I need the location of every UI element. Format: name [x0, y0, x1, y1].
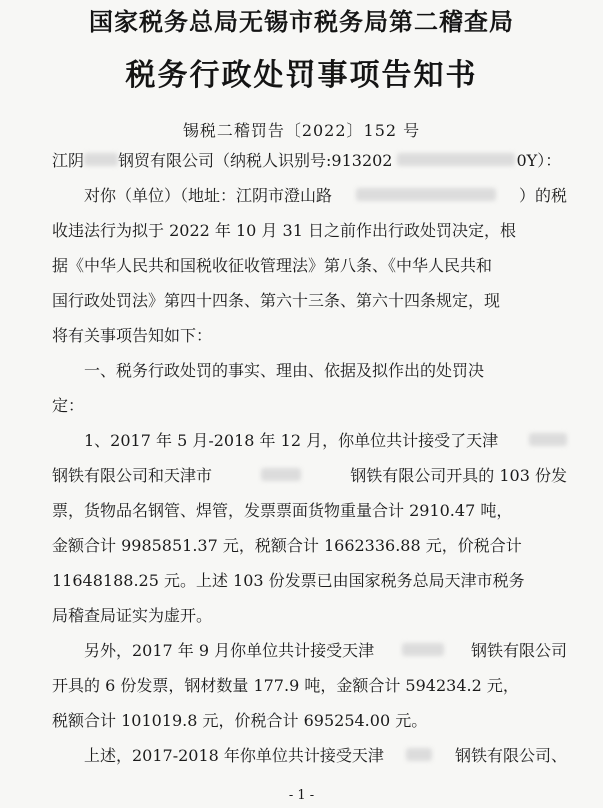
addressee-line [52, 151, 567, 171]
body-line: 开具的 6 份发票，钢材数量 177.9 吨，金额合计 594234.2 元， [52, 676, 519, 695]
section-heading: 一、税务行政处罚的事实、理由、依据及拟作出的处罚决 [84, 361, 485, 380]
redaction-mark [356, 188, 496, 201]
section-heading: 定： [52, 396, 85, 415]
redaction-mark [84, 153, 118, 166]
body-line: 金额合计 9985851.37 元，税额合计 1662336.88 元，价税合计 [52, 536, 522, 555]
body-text: 另外，2017 年 9 月你单位共计接受天津 [84, 641, 375, 660]
addressee-name-suffix: 钢贸有限公司（纳税人识别号:913202 [118, 151, 393, 170]
body-text: 对你（单位）（地址：江阴市澄山路 [84, 186, 333, 205]
body-line [84, 431, 567, 451]
body-line [84, 641, 567, 661]
body-line: 票，货物品名钢管、焊管，发票票面货物重量合计 2910.47 吨， [52, 501, 513, 520]
issuer-heading: 国家税务总局无锡市税务局第二稽查局 [89, 8, 514, 36]
body-line [84, 746, 567, 766]
body-text: 钢铁有限公司、 [454, 746, 567, 765]
addressee-taxid-tail: 0Y）： [516, 151, 562, 170]
page-number: - 1 - [288, 788, 315, 803]
body-text: ）的税 [518, 186, 567, 205]
addressee-name-prefix: 江阴 [52, 151, 85, 170]
body-line [52, 466, 567, 486]
document-title: 税务行政处罚事项告知书 [125, 58, 478, 93]
body-line: 据《中华人民共和国税收征收管理法》第八条、《中华人民共和 [52, 256, 493, 275]
body-text: 上述，2017-2018 年你单位共计接受天津 [84, 746, 384, 765]
body-line [84, 186, 567, 206]
redaction-mark [402, 643, 444, 656]
body-line: 收违法行为拟于 2022 年 10 月 31 日之前作出行政处罚决定，根 [52, 221, 516, 240]
redaction-mark [261, 468, 301, 481]
body-text: 1、2017 年 5 月-2018 年 12 月，你单位共计接受了天津 [84, 431, 499, 450]
redaction-mark [397, 153, 515, 166]
body-line: 税额合计 101019.8 元，价税合计 695254.00 元。 [52, 711, 428, 730]
body-line: 局稽查局证实为虚开。 [52, 606, 213, 625]
body-line: 国行政处罚法》第四十四条、第六十三条、第六十四条规定，现 [52, 291, 501, 310]
body-text: 钢铁有限公司和天津市 [52, 466, 213, 485]
redaction-mark [406, 748, 432, 761]
body-line: 11648188.25 元。上述 103 份发票已由国家税务总局天津市税务 [52, 571, 525, 590]
body-line: 将有关事项告知如下： [52, 326, 213, 345]
body-text: 钢铁有限公司 [470, 641, 567, 660]
body-text: 钢铁有限公司开具的 103 份发 [350, 466, 567, 485]
redaction-mark [529, 433, 567, 446]
document-number: 锡税二稽罚告〔2022〕152 号 [182, 121, 421, 140]
